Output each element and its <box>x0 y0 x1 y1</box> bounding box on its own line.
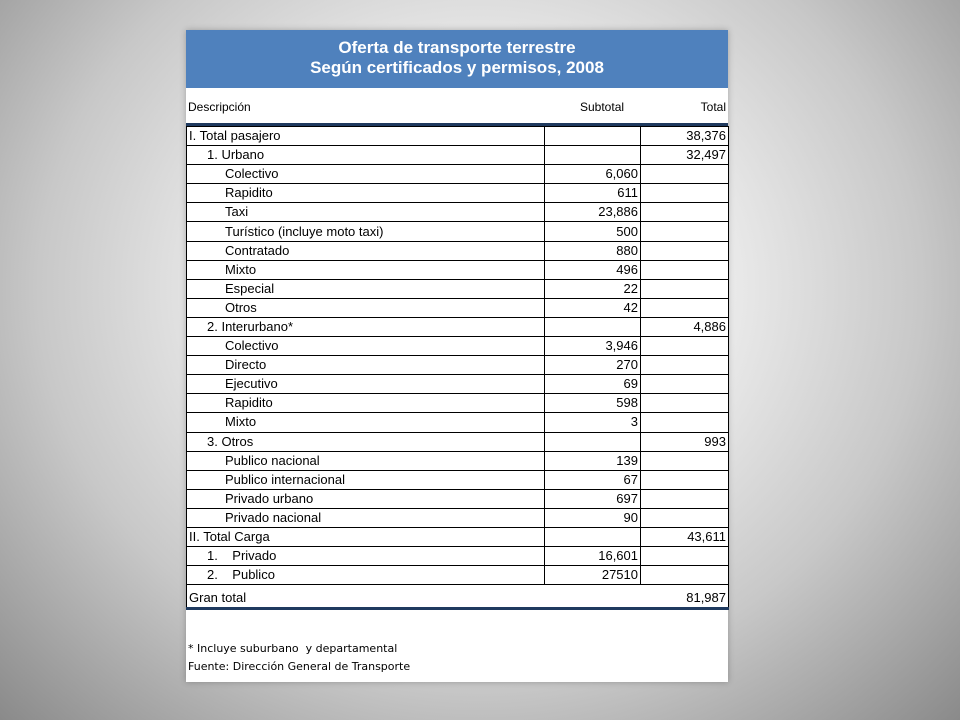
table-row <box>187 413 729 432</box>
row-subtotal: 270 <box>545 356 641 375</box>
row-subtotal: 3,946 <box>545 337 641 356</box>
data-table <box>186 126 729 610</box>
row-total <box>641 222 729 241</box>
table-row <box>187 508 729 527</box>
row-total <box>641 451 729 470</box>
table-row <box>187 127 729 146</box>
table-row <box>187 298 729 317</box>
table-row <box>187 451 729 470</box>
row-total <box>641 375 729 394</box>
table-row <box>187 394 729 413</box>
row-label: Colectivo <box>187 165 545 184</box>
row-subtotal: 67 <box>545 470 641 489</box>
row-subtotal: 598 <box>545 394 641 413</box>
row-subtotal: 22 <box>545 279 641 298</box>
title-line-2: Según certificados y permisos, 2008 <box>310 58 604 77</box>
row-subtotal: 69 <box>545 375 641 394</box>
row-label: Contratado <box>187 241 545 260</box>
row-label: Mixto <box>187 413 545 432</box>
row-label: Directo <box>187 356 545 375</box>
table-row <box>187 279 729 298</box>
column-header-row <box>186 88 728 124</box>
table-row <box>187 222 729 241</box>
row-subtotal: 6,060 <box>545 165 641 184</box>
grand-total-value: 81,987 <box>641 585 729 609</box>
row-subtotal <box>545 317 641 336</box>
row-total: 32,497 <box>641 146 729 165</box>
table-row <box>187 566 729 585</box>
row-subtotal: 611 <box>545 184 641 203</box>
row-subtotal <box>545 127 641 146</box>
row-total <box>641 165 729 184</box>
table-row <box>187 547 729 566</box>
row-subtotal: 3 <box>545 413 641 432</box>
row-total <box>641 566 729 585</box>
header-total: Total <box>700 100 726 114</box>
row-label: Colectivo <box>187 337 545 356</box>
row-total <box>641 489 729 508</box>
table-row <box>187 146 729 165</box>
row-subtotal <box>545 146 641 165</box>
grand-total-label: Gran total <box>187 585 545 609</box>
row-label: Taxi <box>187 203 545 222</box>
row-total <box>641 184 729 203</box>
row-subtotal: 496 <box>545 260 641 279</box>
table-notes <box>188 640 410 676</box>
table-sheet <box>186 30 728 682</box>
table-row <box>187 356 729 375</box>
table-row <box>187 317 729 336</box>
row-label: Turístico (incluye moto taxi) <box>187 222 545 241</box>
table-row <box>187 241 729 260</box>
row-label: II. Total Carga <box>187 527 545 546</box>
row-label: Rapidito <box>187 184 545 203</box>
row-subtotal: 880 <box>545 241 641 260</box>
row-subtotal: 697 <box>545 489 641 508</box>
grand-total-spacer <box>545 585 641 609</box>
table-row <box>187 489 729 508</box>
row-subtotal: 16,601 <box>545 547 641 566</box>
table-row <box>187 203 729 222</box>
row-label: Otros <box>187 298 545 317</box>
row-subtotal: 27510 <box>545 566 641 585</box>
row-label: Publico internacional <box>187 470 545 489</box>
row-total <box>641 508 729 527</box>
row-subtotal: 139 <box>545 451 641 470</box>
row-total: 4,886 <box>641 317 729 336</box>
row-subtotal: 23,886 <box>545 203 641 222</box>
row-total: 993 <box>641 432 729 451</box>
row-subtotal <box>545 432 641 451</box>
table-row <box>187 184 729 203</box>
row-total <box>641 470 729 489</box>
row-total <box>641 203 729 222</box>
row-label: Privado nacional <box>187 508 545 527</box>
row-total: 43,611 <box>641 527 729 546</box>
row-label: Mixto <box>187 260 545 279</box>
table-row <box>187 470 729 489</box>
table-row <box>187 432 729 451</box>
footnote: * Incluye suburbano y departamental <box>188 642 398 655</box>
row-label: I. Total pasajero <box>187 127 545 146</box>
row-total <box>641 547 729 566</box>
row-label: 2. Publico <box>187 566 545 585</box>
row-total <box>641 337 729 356</box>
source-note: Fuente: Dirección General de Transporte <box>188 660 411 673</box>
grand-total-row <box>187 585 729 609</box>
row-subtotal: 42 <box>545 298 641 317</box>
table-row <box>187 375 729 394</box>
row-label: Especial <box>187 279 545 298</box>
row-label: 1. Urbano <box>187 146 545 165</box>
row-total <box>641 413 729 432</box>
row-subtotal: 500 <box>545 222 641 241</box>
row-label: 1. Privado <box>187 547 545 566</box>
row-total <box>641 394 729 413</box>
row-total: 38,376 <box>641 127 729 146</box>
row-label: Privado urbano <box>187 489 545 508</box>
row-label: Rapidito <box>187 394 545 413</box>
row-label: 3. Otros <box>187 432 545 451</box>
row-total <box>641 241 729 260</box>
row-subtotal: 90 <box>545 508 641 527</box>
table-row <box>187 337 729 356</box>
row-label: Publico nacional <box>187 451 545 470</box>
row-subtotal <box>545 527 641 546</box>
row-label: 2. Interurbano* <box>187 317 545 336</box>
table-row <box>187 260 729 279</box>
row-total <box>641 298 729 317</box>
table-row <box>187 527 729 546</box>
row-total <box>641 356 729 375</box>
table-row <box>187 165 729 184</box>
row-total <box>641 260 729 279</box>
row-label: Ejecutivo <box>187 375 545 394</box>
header-descripcion: Descripción <box>188 100 251 114</box>
header-subtotal: Subtotal <box>580 100 625 114</box>
title-line-1: Oferta de transporte terrestre <box>338 38 576 57</box>
row-total <box>641 279 729 298</box>
table-title <box>186 30 728 88</box>
